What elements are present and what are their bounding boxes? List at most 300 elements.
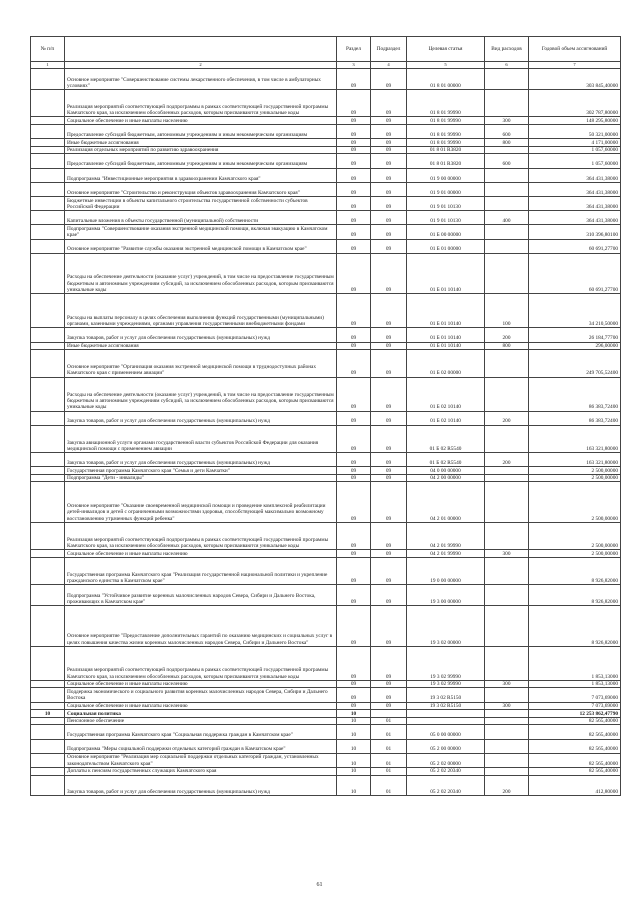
row-vid — [485, 90, 529, 117]
row-no — [31, 753, 65, 767]
row-podrazdel: 09 — [371, 154, 407, 168]
row-razdel: 09 — [337, 453, 371, 467]
row-target: 01 Б 00 00000 — [407, 225, 485, 239]
row-target: 05 2 02 20340 — [407, 767, 485, 775]
row-target: 05 0 00 00000 — [407, 725, 485, 739]
header-target: Целевая статья — [407, 37, 485, 62]
row-no — [31, 342, 65, 350]
table-row — [31, 550, 621, 558]
row-podrazdel: 09 — [371, 139, 407, 147]
row-podrazdel: 09 — [371, 90, 407, 117]
row-podrazdel: 01 — [371, 775, 407, 796]
row-sum: 82 565,40000 — [529, 739, 621, 753]
row-name: Основное мероприятие "Оказание своевременной медицинской помощи и проведение комплексной реабилитации детей-инвалидов и детей с ограниченными возможностями здоровья, способствующей максимально возможному восстановлению утраченных функций ребенка" — [65, 482, 337, 523]
row-name: Реализация мероприятий соответствующей подпрограммы в рамках соответствующей государственной программы Камчатского края, за исключением обособленных расходов, которым присваиваются уникальные коды — [65, 523, 337, 550]
row-target: 01 9 01 10130 — [407, 211, 485, 225]
table-row — [31, 90, 621, 117]
row-target: 01 Б 02 10140 — [407, 411, 485, 425]
row-name: Предоставление субсидий бюджетным, автономным учреждениям и иным некоммерческим организациям — [65, 125, 337, 139]
row-vid — [485, 717, 529, 725]
row-razdel: 09 — [337, 606, 371, 647]
row-razdel: 09 — [337, 211, 371, 225]
row-no — [31, 482, 65, 523]
row-no — [31, 69, 65, 90]
table-row — [31, 680, 621, 688]
row-vid — [485, 739, 529, 753]
row-name: Основное мероприятие "Организация оказания экстренной медицинской помощи в труднодоступных районах Камчатского края с применением авиации" — [65, 350, 337, 377]
row-podrazdel: 01 — [371, 767, 407, 775]
row-sum: 364 431,38000 — [529, 211, 621, 225]
row-sum: 1 057,60000 — [529, 146, 621, 154]
row-target: 04 2 00 00000 — [407, 474, 485, 482]
row-target: 19 3 02 R5150 — [407, 688, 485, 702]
table-row — [31, 646, 621, 680]
table-row — [31, 453, 621, 467]
row-sum: 2 500,00000 — [529, 523, 621, 550]
row-vid: 600 — [485, 154, 529, 168]
table-row — [31, 702, 621, 710]
row-target: 01 8 01 R3820 — [407, 154, 485, 168]
row-target: 01 Б 01 00000 — [407, 239, 485, 253]
row-vid — [485, 467, 529, 475]
row-podrazdel: 09 — [371, 117, 407, 125]
row-no — [31, 474, 65, 482]
table-row — [31, 688, 621, 702]
row-target: 04 2 01 99990 — [407, 550, 485, 558]
row-no — [31, 211, 65, 225]
row-vid — [485, 646, 529, 680]
row-podrazdel: 01 — [371, 717, 407, 725]
table-row — [31, 69, 621, 90]
table-row — [31, 775, 621, 796]
row-vid — [485, 239, 529, 253]
row-podrazdel: 09 — [371, 411, 407, 425]
header-razdel: Раздел — [337, 37, 371, 62]
row-no — [31, 377, 65, 411]
row-sum: 163 321,80000 — [529, 453, 621, 467]
row-target: 01 Б 01 10140 — [407, 253, 485, 294]
row-name: Закупка товаров, работ и услуг для обеспечения государственных (муниципальных) нужд — [65, 775, 337, 796]
row-target: 01 Б 02 R5540 — [407, 425, 485, 452]
column-number-row — [31, 62, 621, 69]
row-name: Поддержка экономического и социального развития коренных малочисленных народов Севера, Сибири и Дальнего Востока — [65, 688, 337, 702]
row-sum: 7 073,69000 — [529, 688, 621, 702]
row-name: Подпрограмма "Устойчивое развитие коренных малочисленных народов Севера, Сибири и Дальнего Востока, проживающих в Камчатском крае" — [65, 585, 337, 606]
table-row — [31, 342, 621, 350]
row-no — [31, 225, 65, 239]
row-target — [407, 717, 485, 725]
row-target: 19 3 02 R5150 — [407, 702, 485, 710]
row-podrazdel: 09 — [371, 523, 407, 550]
row-name: Государственная программа Камчатского края "Социальная поддержка граждан в Камчатском крае" — [65, 725, 337, 739]
row-podrazdel: 09 — [371, 550, 407, 558]
row-podrazdel: 09 — [371, 225, 407, 239]
row-podrazdel: 09 — [371, 646, 407, 680]
row-razdel: 09 — [337, 168, 371, 182]
row-target: 19 0 00 00000 — [407, 558, 485, 585]
row-vid — [485, 725, 529, 739]
table-row — [31, 239, 621, 253]
row-name: Основное мероприятие "Предоставление дополнительных гарантий по оказанию медицинских и социальных услуг в целях повышения качества жизни коренных малочисленных народов Севера, Сибири и Дальнего Востока" — [65, 606, 337, 647]
row-name: Подпрограмма "Дети - инвалиды" — [65, 474, 337, 482]
row-no — [31, 680, 65, 688]
row-target: 01 8 01 99990 — [407, 125, 485, 139]
colnum-3: 3 — [337, 62, 371, 69]
row-target: 19 3 02 99990 — [407, 680, 485, 688]
row-razdel: 10 — [337, 767, 371, 775]
row-podrazdel: 09 — [371, 453, 407, 467]
row-target: 01 Б 02 10140 — [407, 377, 485, 411]
row-name: Закупка товаров, работ и услуг для обеспечения государственных (муниципальных) нужд — [65, 411, 337, 425]
row-sum: 364 431,38000 — [529, 197, 621, 211]
row-no — [31, 197, 65, 211]
table-row — [31, 467, 621, 475]
table-row — [31, 197, 621, 211]
row-razdel: 09 — [337, 467, 371, 475]
row-no — [31, 467, 65, 475]
row-podrazdel: 09 — [371, 482, 407, 523]
row-sum: 412,80000 — [529, 775, 621, 796]
row-target: 01 9 00 00000 — [407, 168, 485, 182]
row-vid: 300 — [485, 550, 529, 558]
row-vid — [485, 474, 529, 482]
row-name: Иные бюджетные ассигнования — [65, 139, 337, 147]
row-vid — [485, 767, 529, 775]
row-razdel: 09 — [337, 680, 371, 688]
row-sum: 1 853,13000 — [529, 646, 621, 680]
row-vid: 800 — [485, 139, 529, 147]
row-razdel: 09 — [337, 239, 371, 253]
row-sum: 302 787,80000 — [529, 90, 621, 117]
row-razdel: 10 — [337, 739, 371, 753]
row-sum: 7 073,69000 — [529, 702, 621, 710]
row-podrazdel: 01 — [371, 739, 407, 753]
row-no — [31, 328, 65, 342]
row-razdel: 09 — [337, 702, 371, 710]
colnum-7: 7 — [529, 62, 621, 69]
table-row — [31, 139, 621, 147]
table-header-row — [31, 37, 621, 62]
row-vid: 300 — [485, 680, 529, 688]
row-podrazdel: 09 — [371, 182, 407, 196]
row-sum: 82 565,40000 — [529, 753, 621, 767]
row-no — [31, 117, 65, 125]
row-podrazdel: 09 — [371, 350, 407, 377]
page-number: 61 — [316, 882, 323, 888]
row-target: 01 Б 02 R5540 — [407, 453, 485, 467]
row-name: Закупка товаров, работ и услуг для обеспечения государственных (муниципальных) нужд — [65, 453, 337, 467]
row-no — [31, 182, 65, 196]
row-name: Реализация мероприятий соответствующей подпрограммы в рамках соответствующей государственной программы Камчатского края, за исключением обособленных расходов, которым присваиваются уникальные коды — [65, 646, 337, 680]
colnum-5: 5 — [407, 62, 485, 69]
row-vid — [485, 688, 529, 702]
table-row — [31, 117, 621, 125]
row-razdel: 09 — [337, 117, 371, 125]
row-target: 01 Б 01 10140 — [407, 328, 485, 342]
table-row — [31, 294, 621, 328]
row-no — [31, 453, 65, 467]
row-podrazdel: 09 — [371, 688, 407, 702]
table-row — [31, 225, 621, 239]
row-sum: 82 565,40000 — [529, 767, 621, 775]
row-vid: 200 — [485, 775, 529, 796]
row-sum: 82 565,40000 — [529, 717, 621, 725]
row-podrazdel — [371, 710, 407, 718]
row-name: Социальное обеспечение и иные выплаты населению — [65, 550, 337, 558]
row-vid: 300 — [485, 702, 529, 710]
row-target: 01 Б 01 10140 — [407, 294, 485, 328]
row-sum: 1 057,60000 — [529, 154, 621, 168]
row-sum: 2 500,00000 — [529, 467, 621, 475]
table-row — [31, 253, 621, 294]
row-vid: 200 — [485, 411, 529, 425]
row-name: Подпрограмма "Меры социальной поддержки отдельных категорий граждан в Камчатском крае" — [65, 739, 337, 753]
row-razdel: 09 — [337, 482, 371, 523]
row-razdel: 09 — [337, 425, 371, 452]
row-vid — [485, 482, 529, 523]
row-name: Расходы на обеспечение деятельности (оказание услуг) учреждений, в том числе на предоставление государственным бюджетным и автономным учреждениям субсидий, за исключением обособленных расходов, которым присваиваются уникальные коды — [65, 253, 337, 294]
row-no — [31, 558, 65, 585]
row-sum: 296,00000 — [529, 342, 621, 350]
row-razdel: 10 — [337, 717, 371, 725]
row-vid — [485, 182, 529, 196]
row-name: Закупка товаров, работ и услуг для обеспечения государственных (муниципальных) нужд — [65, 328, 337, 342]
row-no — [31, 239, 65, 253]
row-name: Социальное обеспечение и иные выплаты населению — [65, 702, 337, 710]
row-podrazdel: 09 — [371, 197, 407, 211]
row-vid: 200 — [485, 328, 529, 342]
row-vid — [485, 253, 529, 294]
row-razdel: 10 — [337, 775, 371, 796]
row-no — [31, 146, 65, 154]
row-podrazdel: 09 — [371, 680, 407, 688]
row-target: 19 3 00 00000 — [407, 585, 485, 606]
row-target: 01 9 01 00000 — [407, 182, 485, 196]
row-name: Предоставление субсидий бюджетным, автономным учреждениям и иным некоммерческим организациям — [65, 154, 337, 168]
row-no — [31, 550, 65, 558]
colnum-4: 4 — [371, 62, 407, 69]
table-row — [31, 767, 621, 775]
table-row — [31, 377, 621, 411]
row-sum: 163 321,80000 — [529, 425, 621, 452]
row-razdel: 09 — [337, 377, 371, 411]
table-row — [31, 146, 621, 154]
row-sum: 60 691,27700 — [529, 253, 621, 294]
table-row — [31, 753, 621, 767]
row-name: Социальное обеспечение и иные выплаты населению — [65, 680, 337, 688]
row-razdel: 09 — [337, 585, 371, 606]
row-razdel: 09 — [337, 146, 371, 154]
row-podrazdel: 09 — [371, 69, 407, 90]
header-sum: Годовой объем ассигнований — [529, 37, 621, 62]
row-target: 01 Б 02 00000 — [407, 350, 485, 377]
row-vid — [485, 425, 529, 452]
row-name: Расходы на обеспечение деятельности (оказание услуг) учреждений, в том числе на предоставление государственным бюджетным и автономным учреждениям субсидий, за исключением обособленных расходов, которым присваиваются уникальные коды — [65, 377, 337, 411]
row-name: Основное мероприятие "Строительство и реконструкция объектов здравоохранения Камчатского края" — [65, 182, 337, 196]
row-vid: 400 — [485, 211, 529, 225]
colnum-1: 1 — [31, 62, 65, 69]
row-razdel: 09 — [337, 350, 371, 377]
row-sum: 4 171,00000 — [529, 139, 621, 147]
row-target: 01 9 01 10130 — [407, 197, 485, 211]
row-podrazdel: 09 — [371, 702, 407, 710]
table-row — [31, 211, 621, 225]
row-no — [31, 425, 65, 452]
row-vid — [485, 350, 529, 377]
row-name: Пенсионное обеспечение — [65, 717, 337, 725]
row-target: 05 2 02 20340 — [407, 775, 485, 796]
header-podrazdel: Подраздел — [371, 37, 407, 62]
row-vid: 800 — [485, 342, 529, 350]
row-name: Основное мероприятие "Реализация мер социальной поддержки отдельных категорий граждан, установленных законодательством Камчатского края" — [65, 753, 337, 767]
row-no — [31, 606, 65, 647]
row-podrazdel: 09 — [371, 211, 407, 225]
row-no — [31, 739, 65, 753]
row-target: 01 8 01 00000 — [407, 69, 485, 90]
row-podrazdel: 09 — [371, 146, 407, 154]
table-row — [31, 350, 621, 377]
row-sum: 8 926,82000 — [529, 585, 621, 606]
row-podrazdel: 09 — [371, 239, 407, 253]
table-row — [31, 523, 621, 550]
colnum-6: 6 — [485, 62, 529, 69]
row-name: Социальная политика — [65, 710, 337, 718]
row-target: 19 3 02 00000 — [407, 606, 485, 647]
row-vid — [485, 710, 529, 718]
table-row — [31, 558, 621, 585]
row-razdel: 10 — [337, 725, 371, 739]
row-razdel: 09 — [337, 342, 371, 350]
row-target: 04 2 01 00000 — [407, 482, 485, 523]
row-name: Основное мероприятие "Развитие службы оказания экстренной медицинской помощи в Камчатском крае" — [65, 239, 337, 253]
row-razdel: 09 — [337, 558, 371, 585]
row-no — [31, 139, 65, 147]
row-vid — [485, 225, 529, 239]
table-row — [31, 717, 621, 725]
table-row — [31, 154, 621, 168]
colnum-2: 2 — [65, 62, 337, 69]
row-razdel: 09 — [337, 646, 371, 680]
row-razdel: 09 — [337, 139, 371, 147]
budget-table — [30, 36, 621, 796]
row-razdel: 10 — [337, 710, 371, 718]
row-target: 04 0 00 00000 — [407, 467, 485, 475]
row-no — [31, 90, 65, 117]
row-razdel: 09 — [337, 154, 371, 168]
row-name: Бюджетные инвестиции в объекты капитального строительства государственной собственности субъектов Российской Федерации — [65, 197, 337, 211]
row-sum: 8 926,82000 — [529, 606, 621, 647]
row-vid: 100 — [485, 294, 529, 328]
row-razdel: 10 — [337, 753, 371, 767]
row-no — [31, 702, 65, 710]
row-name: Доплаты к пенсиям государственных служащих Камчатского края — [65, 767, 337, 775]
row-target: 01 Б 01 10140 — [407, 342, 485, 350]
table-row — [31, 474, 621, 482]
row-podrazdel: 09 — [371, 125, 407, 139]
row-sum: 60 691,27700 — [529, 239, 621, 253]
row-podrazdel: 09 — [371, 253, 407, 294]
budget-table-body — [31, 69, 621, 796]
row-razdel: 09 — [337, 328, 371, 342]
row-razdel: 09 — [337, 474, 371, 482]
row-no — [31, 775, 65, 796]
row-target: 19 3 02 99990 — [407, 646, 485, 680]
table-row — [31, 425, 621, 452]
table-row — [31, 739, 621, 753]
header-vid: Вид расходов — [485, 37, 529, 62]
row-sum: 8 926,82000 — [529, 558, 621, 585]
header-name — [65, 37, 337, 62]
row-no — [31, 294, 65, 328]
row-razdel: 09 — [337, 253, 371, 294]
table-row — [31, 585, 621, 606]
row-razdel: 09 — [337, 197, 371, 211]
row-podrazdel: 01 — [371, 753, 407, 767]
row-vid — [485, 523, 529, 550]
table-row — [31, 125, 621, 139]
table-row — [31, 482, 621, 523]
row-vid — [485, 168, 529, 182]
row-name: Реализация мероприятий соответствующей подпрограммы в рамках соответствующей государственной программы Камчатского края, за исключением обособленных расходов, которым присваиваются уникальные коды — [65, 90, 337, 117]
row-sum: 303 845,40000 — [529, 69, 621, 90]
budget-table-sheet — [30, 36, 620, 796]
row-sum: 2 500,00000 — [529, 550, 621, 558]
row-no — [31, 253, 65, 294]
row-podrazdel: 01 — [371, 725, 407, 739]
row-no — [31, 168, 65, 182]
row-name: Подпрограмма "Совершенствование оказания экстренной медицинской помощи, включая эвакуацию в Камчатском крае" — [65, 225, 337, 239]
row-sum: 82 565,40000 — [529, 725, 621, 739]
row-no — [31, 411, 65, 425]
row-no — [31, 154, 65, 168]
table-row — [31, 168, 621, 182]
row-podrazdel: 09 — [371, 342, 407, 350]
row-no — [31, 688, 65, 702]
row-vid — [485, 585, 529, 606]
row-sum: 2 500,00000 — [529, 482, 621, 523]
row-no — [31, 717, 65, 725]
row-sum: 364 431,38000 — [529, 168, 621, 182]
row-podrazdel: 09 — [371, 425, 407, 452]
row-vid — [485, 753, 529, 767]
row-sum: 12 253 862,47790 — [529, 710, 621, 718]
row-sum: 249 705,52400 — [529, 350, 621, 377]
row-podrazdel: 09 — [371, 168, 407, 182]
row-razdel: 09 — [337, 125, 371, 139]
row-no: 10 — [31, 710, 65, 718]
row-sum: 86 383,72400 — [529, 411, 621, 425]
row-sum: 364 431,38000 — [529, 182, 621, 196]
row-name: Закупка авиационной услуги органами государственной власти субъектов Российской Федерации для оказания медицинской помощи с применением авиации — [65, 425, 337, 452]
row-vid: 200 — [485, 453, 529, 467]
table-row — [31, 328, 621, 342]
row-sum: 86 383,72400 — [529, 377, 621, 411]
row-vid: 600 — [485, 125, 529, 139]
row-name: Расходы на выплаты персоналу в целях обеспечения выполнения функций государственными (муниципальными) органами, казенными учреждениями, органами управления государственными внебюджетными фондами — [65, 294, 337, 328]
table-row — [31, 606, 621, 647]
row-vid — [485, 606, 529, 647]
row-razdel: 09 — [337, 523, 371, 550]
row-podrazdel: 09 — [371, 558, 407, 585]
row-razdel: 09 — [337, 90, 371, 117]
row-vid — [485, 69, 529, 90]
row-podrazdel: 09 — [371, 585, 407, 606]
row-target: 04 2 01 99990 — [407, 523, 485, 550]
table-row — [31, 710, 621, 718]
row-razdel: 09 — [337, 294, 371, 328]
row-razdel: 09 — [337, 225, 371, 239]
row-sum: 34 210,50000 — [529, 294, 621, 328]
